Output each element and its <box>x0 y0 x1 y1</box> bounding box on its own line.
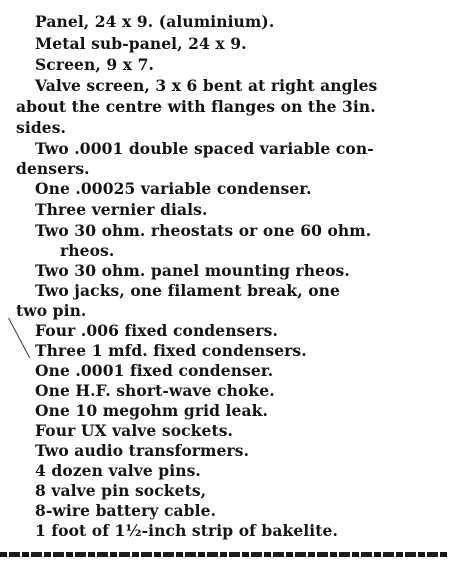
parts-line: Two jacks, one filament break, one <box>35 281 341 300</box>
parts-line: Two 30 ohm. panel mounting rheos. <box>35 261 350 280</box>
parts-line: Four UX valve sockets. <box>35 421 234 440</box>
parts-line: two pin. <box>16 301 87 320</box>
parts-line: rheos. <box>60 241 115 260</box>
parts-line: 8-wire battery cable. <box>35 501 217 520</box>
parts-line: about the centre with flanges on the 3in. <box>16 97 376 116</box>
parts-line: One H.F. short-wave choke. <box>35 381 275 400</box>
parts-line: Panel, 24 x 9. (aluminium). <box>35 12 275 31</box>
parts-line: Three vernier dials. <box>35 200 208 219</box>
column-divider-rule <box>0 552 449 557</box>
parts-line: Two audio transformers. <box>35 441 250 460</box>
parts-line: 1 foot of 1½-inch strip of bakelite. <box>35 521 338 540</box>
parts-line: One .00025 variable condenser. <box>35 179 312 198</box>
parts-line: One 10 megohm grid leak. <box>35 401 268 420</box>
parts-line: Four .006 fixed condensers. <box>35 321 278 340</box>
parts-line: Screen, 9 x 7. <box>35 55 154 74</box>
parts-line: 4 dozen valve pins. <box>35 461 201 480</box>
parts-line: sides. <box>16 118 67 137</box>
parts-line: Two .0001 double spaced variable con- <box>35 139 374 158</box>
parts-line: Metal sub-panel, 24 x 9. <box>35 34 247 53</box>
parts-line: One .0001 fixed condenser. <box>35 361 274 380</box>
parts-line: Three 1 mfd. fixed condensers. <box>35 341 307 360</box>
parts-line: Two 30 ohm. rheostats or one 60 ohm. <box>35 221 372 240</box>
parts-line: densers. <box>16 159 90 178</box>
parts-line: 8 valve pin sockets, <box>35 481 207 500</box>
parts-line: Valve screen, 3 x 6 bent at right angles <box>35 76 378 95</box>
